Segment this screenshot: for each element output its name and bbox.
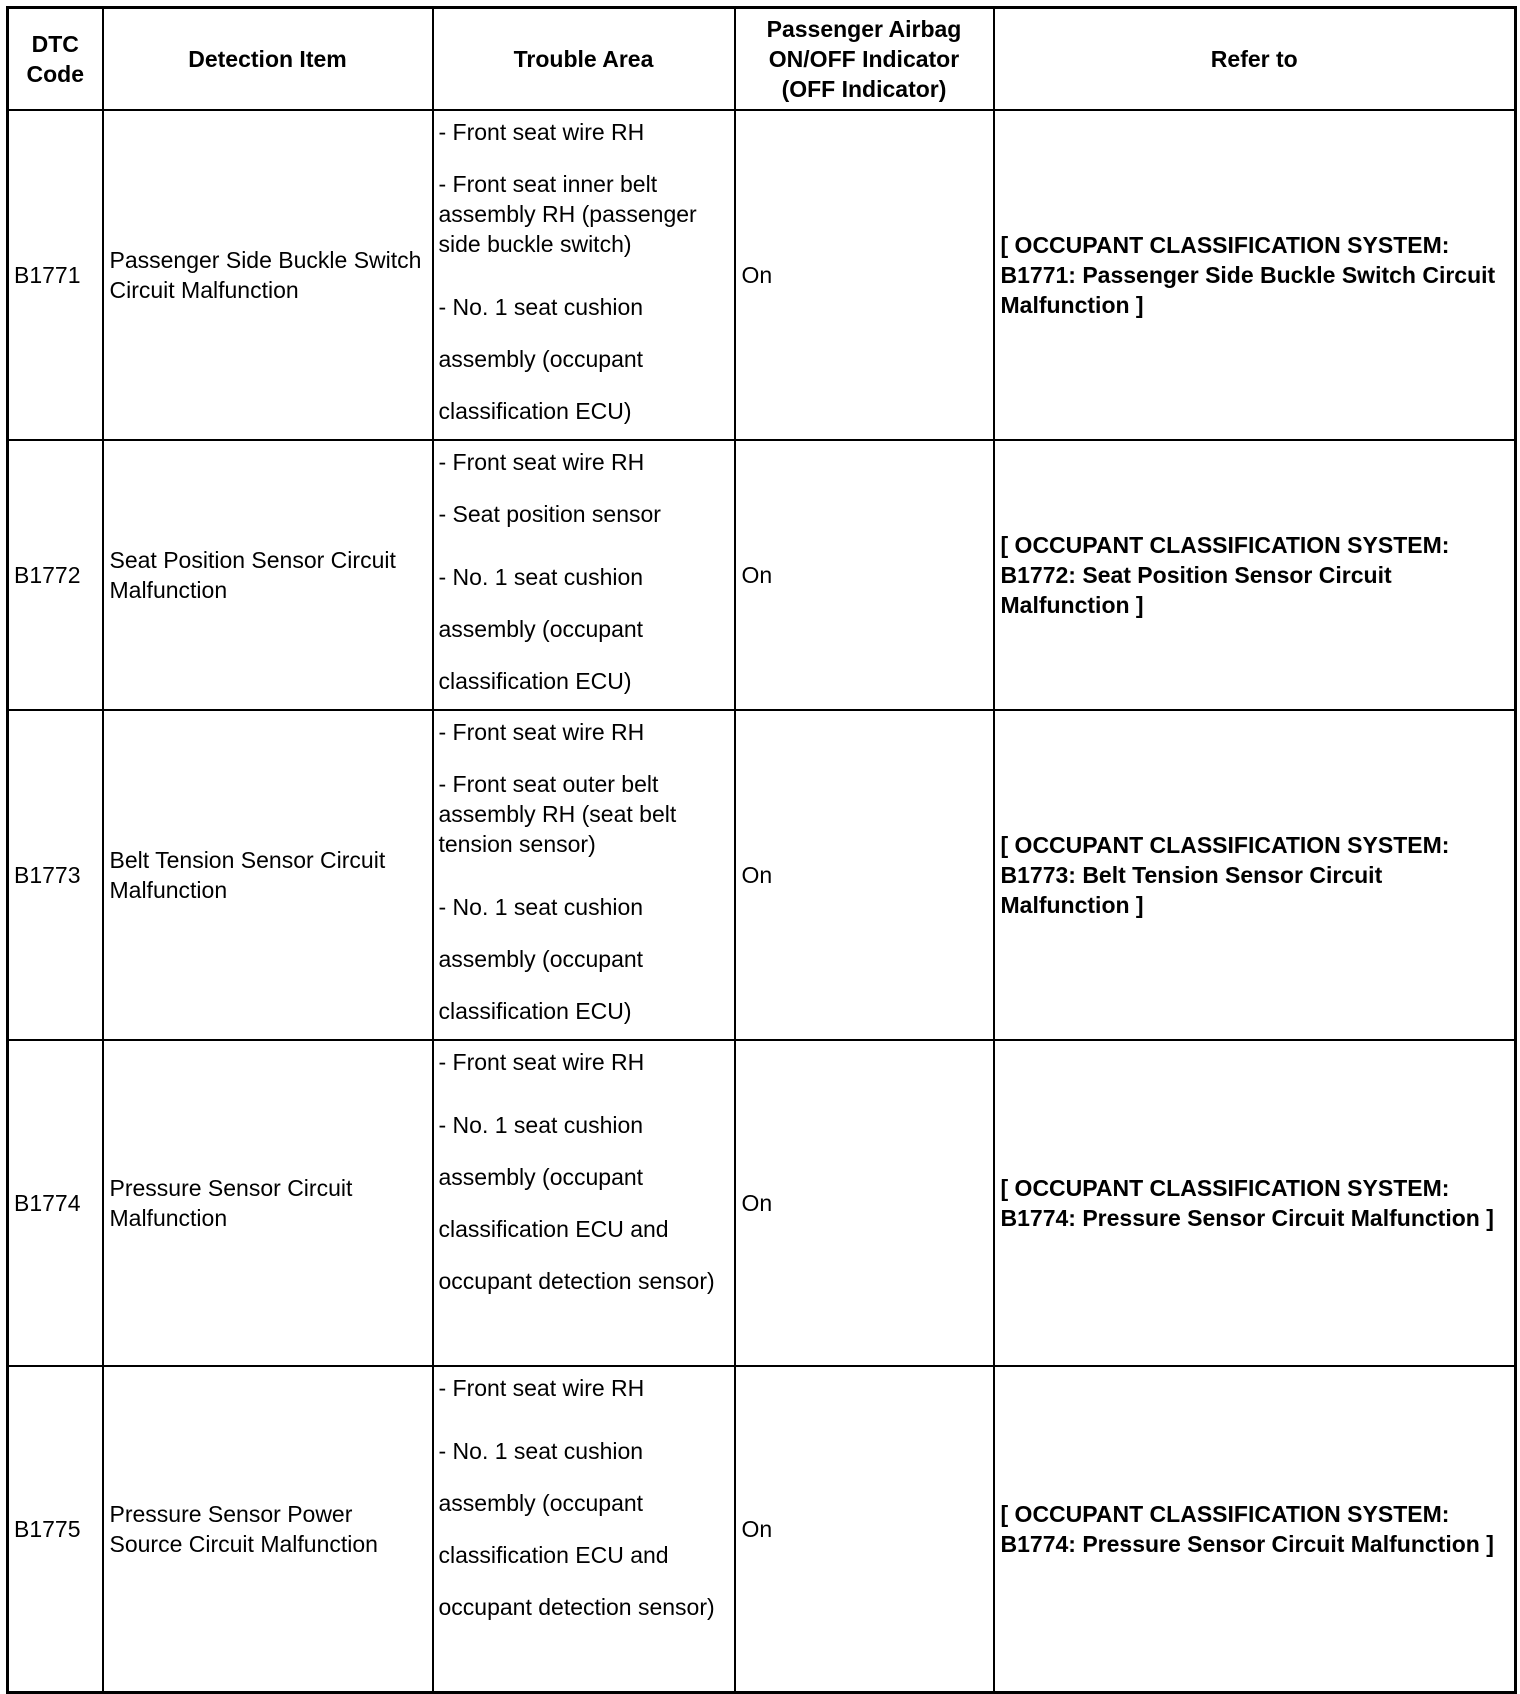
detection-item-cell: Pressure Sensor Power Source Circuit Malfunction xyxy=(103,1366,433,1693)
trouble-area-cell xyxy=(433,710,735,1040)
header-row xyxy=(8,8,1516,111)
trouble-area-cell xyxy=(433,1040,735,1366)
trouble-area-line: - Front seat outer belt assembly RH (seat belt tension sensor) xyxy=(438,771,677,857)
trouble-area-line: - Front seat inner belt assembly RH (passenger side buckle switch) xyxy=(438,171,697,257)
table-row xyxy=(8,1040,1516,1366)
refer-to-cell: [ OCCUPANT CLASSIFICATION SYSTEM: B1772: Seat Position Sensor Circuit Malfunction ] xyxy=(994,440,1516,710)
trouble-area-cell xyxy=(433,440,735,710)
header-indicator: Passenger Airbag ON/OFF Indicator (OFF Indicator) xyxy=(735,8,994,111)
table-row xyxy=(8,440,1516,710)
trouble-area-line: - Seat position sensor xyxy=(438,501,661,527)
trouble-area-line: - Front seat wire RH xyxy=(438,1049,645,1075)
trouble-area-line: - No. 1 seat cushion assembly (occupant classification ECU and occupant detection sensor) xyxy=(438,1112,715,1294)
indicator-cell: On xyxy=(735,1040,994,1366)
indicator-cell: On xyxy=(735,440,994,710)
header-refer-to: Refer to xyxy=(994,8,1516,111)
detection-item-cell: Pressure Sensor Circuit Malfunction xyxy=(103,1040,433,1366)
header-dtc-code: DTC Code xyxy=(8,8,103,111)
indicator-cell: On xyxy=(735,1366,994,1693)
trouble-area-cell xyxy=(433,110,735,440)
trouble-area-line: - No. 1 seat cushion assembly (occupant classification ECU and occupant detection sensor) xyxy=(438,1438,715,1620)
dtc-table xyxy=(6,6,1517,1694)
header-trouble-area: Trouble Area xyxy=(433,8,735,111)
trouble-area-line: - No. 1 seat cushion assembly (occupant classification ECU) xyxy=(438,294,644,424)
dtc-code-cell: B1773 xyxy=(8,710,103,1040)
indicator-cell: On xyxy=(735,110,994,440)
refer-to-cell: [ OCCUPANT CLASSIFICATION SYSTEM: B1771: Passenger Side Buckle Switch Circuit Malfunction ] xyxy=(994,110,1516,440)
refer-to-cell: [ OCCUPANT CLASSIFICATION SYSTEM: B1774: Pressure Sensor Circuit Malfunction ] xyxy=(994,1366,1516,1693)
indicator-cell: On xyxy=(735,710,994,1040)
dtc-code-cell: B1772 xyxy=(8,440,103,710)
detection-item-cell: Belt Tension Sensor Circuit Malfunction xyxy=(103,710,433,1040)
trouble-area-line: - Front seat wire RH xyxy=(438,119,645,145)
table-body xyxy=(8,110,1516,1693)
refer-to-cell: [ OCCUPANT CLASSIFICATION SYSTEM: B1774: Pressure Sensor Circuit Malfunction ] xyxy=(994,1040,1516,1366)
table-row xyxy=(8,1366,1516,1693)
table-row xyxy=(8,710,1516,1040)
dtc-code-cell: B1774 xyxy=(8,1040,103,1366)
refer-to-cell: [ OCCUPANT CLASSIFICATION SYSTEM: B1773: Belt Tension Sensor Circuit Malfunction ] xyxy=(994,710,1516,1040)
trouble-area-line: - Front seat wire RH xyxy=(438,1375,645,1401)
header-detection-item: Detection Item xyxy=(103,8,433,111)
trouble-area-line: - Front seat wire RH xyxy=(438,449,645,475)
detection-item-cell: Passenger Side Buckle Switch Circuit Malfunction xyxy=(103,110,433,440)
trouble-area-cell xyxy=(433,1366,735,1693)
dtc-code-cell: B1775 xyxy=(8,1366,103,1693)
table-header xyxy=(8,8,1516,111)
trouble-area-line: - No. 1 seat cushion assembly (occupant classification ECU) xyxy=(438,564,644,694)
table-row xyxy=(8,110,1516,440)
trouble-area-line: - No. 1 seat cushion assembly (occupant classification ECU) xyxy=(438,894,644,1024)
dtc-code-cell: B1771 xyxy=(8,110,103,440)
detection-item-cell: Seat Position Sensor Circuit Malfunction xyxy=(103,440,433,710)
trouble-area-line: - Front seat wire RH xyxy=(438,719,645,745)
